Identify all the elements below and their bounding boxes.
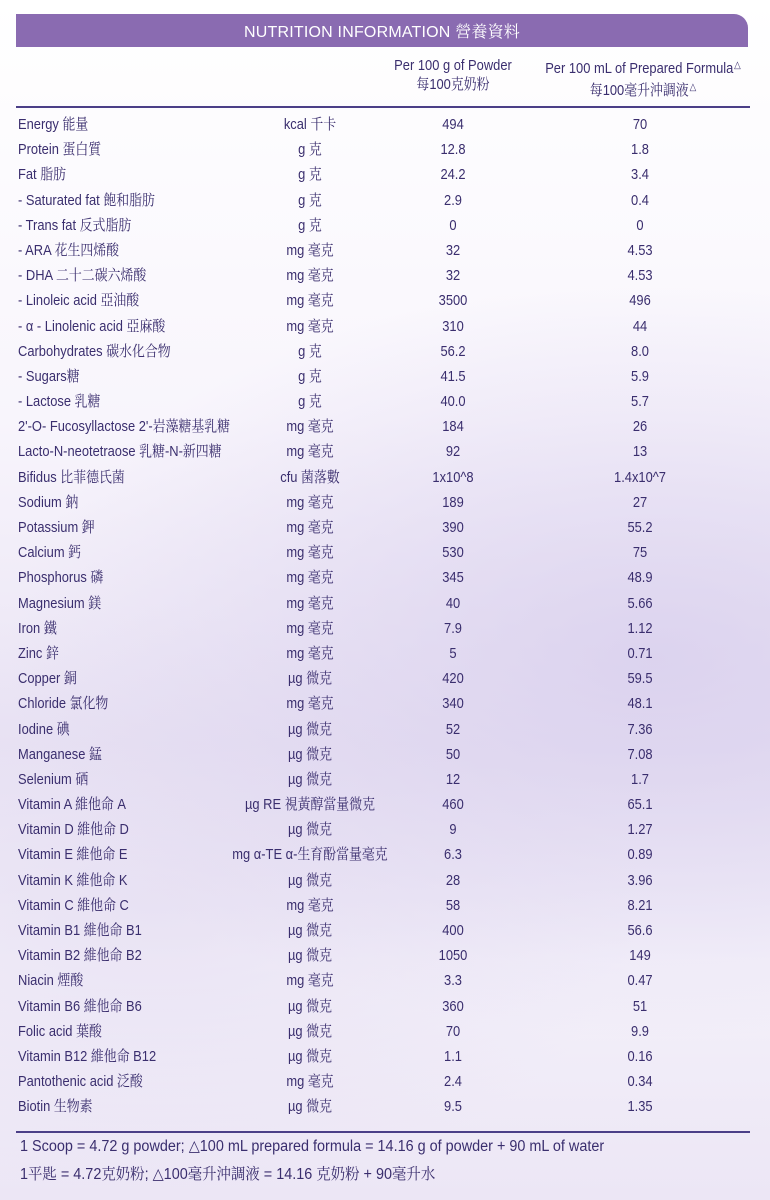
per-100ml-prepared-value: 7.08 [627,745,653,763]
per-100g-powder-value: 70 [445,1022,461,1040]
nutrient-name: - ARA 花生四烯酸 [18,241,120,259]
nutrient-name: Phosphorus 磷 [18,569,104,587]
per-100ml-prepared-value: 4.53 [627,241,653,259]
nutrient-name: Niacin 煙酸 [18,972,84,990]
per-100g-powder-value: 1050 [438,947,468,965]
column-header-prepared [542,56,743,100]
per-100g-powder-value: 6.3 [444,846,462,864]
column-header-powder-zh: 每100克奶粉 [416,76,490,93]
nutrient-row [16,792,750,817]
per-100g-powder-value: 12.8 [440,141,466,159]
nutrition-panel [16,14,750,1190]
per-100g-powder-value: 460 [442,796,464,814]
nutrient-unit: mg α-TE α-生育酚當量毫克 [232,846,388,864]
nutrient-name: Copper 銅 [18,670,77,688]
nutrient-unit: mg 毫克 [286,493,334,511]
nutrient-unit: µg 微克 [288,1098,332,1116]
per-100ml-prepared-value: 0.34 [627,1073,653,1091]
nutrient-row [16,968,750,993]
nutrient-name: Vitamin D 維他命 D [18,821,129,839]
per-100g-powder-value: 3500 [438,292,468,310]
per-100g-powder-value: 92 [445,443,461,461]
per-100ml-prepared-value: 51 [632,997,648,1015]
nutrient-unit: mg 毫克 [286,418,334,436]
nutrient-name: Vitamin E 維他命 E [18,846,128,864]
nutrient-name: Energy 能量 [18,116,89,133]
per-100g-powder-value: 2.9 [444,191,462,209]
nutrient-name: Zinc 鋅 [18,644,59,662]
nutrient-unit: mg 毫克 [286,292,334,310]
nutrient-name: Vitamin B12 維他命 B12 [18,1047,157,1065]
nutrient-row [16,1044,750,1069]
nutrient-row [16,490,750,515]
nutrient-row [16,414,750,439]
table-top-rule [16,106,750,108]
nutrient-row [16,641,750,666]
column-header-prepared-zh: 每100毫升沖調液 [589,82,689,99]
per-100g-powder-value: 56.2 [440,342,466,360]
nutrient-row [16,112,750,137]
nutrient-name: Manganese 錳 [18,745,102,763]
panel-title: NUTRITION INFORMATION 營養資料 [16,14,748,47]
per-100g-powder-value: 530 [442,544,464,562]
nutrient-row [16,717,750,742]
nutrient-row [16,918,750,943]
per-100g-powder-value: 345 [442,569,464,587]
nutrient-unit: mg 毫克 [286,519,334,536]
nutrient-name: Bifidus 比菲德氏菌 [18,468,125,486]
nutrient-name: Vitamin C 維他命 C [18,896,129,914]
per-100g-powder-value: 310 [442,317,464,335]
footnote-chinese: 1平匙 = 4.72克奶粉; △100毫升沖調液 = 14.16 克奶粉 + 90毫升水 [20,1166,436,1183]
nutrient-unit: mg 毫克 [286,443,334,461]
nutrient-name: Pantothenic acid 泛酸 [18,1073,143,1091]
nutrient-unit: µg 微克 [288,1022,332,1040]
table-bottom-rule [16,1131,750,1133]
nutrient-row [16,565,750,590]
nutrient-row [16,666,750,691]
nutrient-name: - Lactose 乳糖 [18,393,101,411]
nutrient-row [16,994,750,1019]
nutrient-row [16,288,750,313]
nutrient-unit: mg 毫克 [286,241,334,259]
per-100g-powder-value: 2.4 [444,1073,462,1091]
per-100g-powder-value: 32 [445,241,461,259]
nutrient-row [16,616,750,641]
per-100ml-prepared-value: 0.89 [627,846,653,864]
nutrient-unit: mg 毫克 [286,1073,334,1091]
per-100ml-prepared-value: 0.16 [627,1047,653,1065]
nutrient-name: - DHA 二十二碳六烯酸 [18,267,147,285]
per-100g-powder-value: 390 [442,519,464,536]
per-100g-powder-value: 420 [442,670,464,688]
nutrient-unit: mg 毫克 [286,972,334,990]
nutrient-row [16,540,750,565]
nutrient-row [16,213,750,238]
nutrient-row [16,742,750,767]
per-100ml-prepared-value: 48.1 [627,695,653,713]
nutrient-row [16,238,750,263]
per-100ml-prepared-value: 5.9 [631,367,649,385]
nutrient-unit: µg 微克 [288,922,332,939]
nutrient-row [16,767,750,792]
per-100g-powder-value: 184 [442,418,464,436]
per-100g-powder-value: 58 [445,896,461,914]
nutrient-name: Vitamin B1 維他命 B1 [18,922,142,939]
nutrient-name: Magnesium 鎂 [18,594,102,612]
nutrient-unit: µg 微克 [288,821,332,839]
per-100g-powder-value: 28 [445,871,461,889]
column-header-powder [387,56,519,94]
per-100g-powder-value: 52 [445,720,461,738]
per-100ml-prepared-value: 9.9 [631,1022,649,1040]
per-100g-powder-value: 340 [442,695,464,713]
per-100g-powder-value: 24.2 [440,166,466,184]
per-100ml-prepared-value: 5.66 [627,594,653,612]
per-100ml-prepared-value: 27 [632,493,648,511]
nutrient-unit: µg 微克 [288,670,332,688]
per-100g-powder-value: 32 [445,267,461,285]
nutrient-name: 2'-O- Fucosyllactose 2'-岩藻糖基乳糖 [18,418,231,436]
nutrient-row [16,188,750,213]
per-100ml-prepared-value: 65.1 [627,796,653,814]
column-header-powder-en: Per 100 g of Powder [394,57,512,74]
nutrient-name: Fat 脂肪 [18,166,67,184]
per-100g-powder-value: 41.5 [440,367,466,385]
nutrient-unit: mg 毫克 [286,569,334,587]
nutrient-unit: g 克 [298,342,322,360]
per-100g-powder-value: 3.3 [444,972,462,990]
nutrient-name: Vitamin B6 維他命 B6 [18,997,142,1015]
nutrient-unit: mg 毫克 [286,896,334,914]
nutrient-unit: mg 毫克 [286,644,334,662]
nutrient-row [16,137,750,162]
nutrient-name: - Sugars糖 [18,367,80,385]
nutrient-name: Vitamin K 維他命 K [18,871,128,889]
per-100g-powder-value: 5 [449,644,457,662]
per-100g-powder-value: 360 [442,997,464,1015]
nutrient-row [16,314,750,339]
per-100ml-prepared-value: 55.2 [627,519,653,536]
nutrient-unit: mg 毫克 [286,619,334,637]
per-100g-powder-value: 0 [449,216,457,234]
nutrient-row [16,465,750,490]
nutrient-row [16,162,750,187]
nutrient-unit: µg RE 視黃醇當量微克 [244,796,376,814]
nutrient-name: Sodium 鈉 [18,493,79,511]
per-100g-powder-value: 12 [445,770,461,788]
per-100g-powder-value: 400 [442,922,464,939]
delta-mark: △ [734,60,741,71]
nutrient-name: - Saturated fat 飽和脂肪 [18,191,155,209]
per-100ml-prepared-value: 0.71 [627,644,653,662]
nutrient-row [16,893,750,918]
nutrient-row [16,1069,750,1094]
nutrient-unit: g 克 [298,393,322,411]
nutrient-unit: g 克 [298,191,322,209]
per-100ml-prepared-value: 26 [632,418,648,436]
nutrient-unit: mg 毫克 [286,317,334,335]
nutrient-unit: mg 毫克 [286,695,334,713]
nutrient-row [16,339,750,364]
nutrient-unit: g 克 [298,166,322,184]
nutrient-name: - Linoleic acid 亞油酸 [18,292,140,310]
per-100ml-prepared-value: 1.12 [627,619,653,637]
nutrient-name: Vitamin A 維他命 A [18,796,127,814]
per-100g-powder-value: 1.1 [444,1047,462,1065]
nutrient-unit: µg 微克 [288,1047,332,1065]
nutrient-unit: g 克 [298,216,322,234]
nutrient-unit: µg 微克 [288,770,332,788]
per-100ml-prepared-value: 1.8 [631,141,649,159]
nutrient-row [16,389,750,414]
nutrient-row [16,817,750,842]
nutrient-name: Vitamin B2 維他命 B2 [18,947,142,965]
per-100g-powder-value: 40 [445,594,461,612]
nutrient-name: - α - Linolenic acid 亞麻酸 [18,317,166,335]
nutrient-row [16,263,750,288]
per-100ml-prepared-value: 7.36 [627,720,653,738]
nutrient-table [16,112,750,1120]
per-100g-powder-value: 50 [445,745,461,763]
nutrient-row [16,515,750,540]
nutrient-unit: g 克 [298,141,322,159]
per-100ml-prepared-value: 1.27 [627,821,653,839]
nutrient-row [16,691,750,716]
nutrient-name: Folic acid 葉酸 [18,1022,102,1040]
per-100ml-prepared-value: 1.35 [627,1098,653,1116]
per-100ml-prepared-value: 8.21 [627,896,653,914]
nutrient-unit: cfu 菌落數 [280,468,340,486]
nutrient-unit: kcal 千卡 [283,116,337,133]
per-100ml-prepared-value: 13 [632,443,648,461]
per-100g-powder-value: 1x10^8 [432,468,474,486]
nutrient-name: Biotin 生物素 [18,1098,93,1116]
per-100g-powder-value: 9.5 [444,1098,462,1116]
nutrient-row [16,1019,750,1044]
nutrient-unit: µg 微克 [288,745,332,763]
per-100ml-prepared-value: 44 [632,317,648,335]
nutrient-name: Protein 蛋白質 [18,141,102,159]
nutrient-unit: µg 微克 [288,947,332,965]
nutrient-name: Iodine 碘 [18,720,70,738]
nutrient-row [16,439,750,464]
per-100g-powder-value: 9 [449,821,457,839]
nutrient-row [16,868,750,893]
nutrient-name: Calcium 鈣 [18,544,82,562]
nutrient-name: - Trans fat 反式脂肪 [18,216,132,234]
nutrient-row [16,842,750,867]
footnote-english: 1 Scoop = 4.72 g powder; △100 mL prepared formula = 14.16 g of powder + 90 mL of water [20,1138,605,1155]
per-100ml-prepared-value: 496 [629,292,651,310]
per-100ml-prepared-value: 3.4 [631,166,649,184]
nutrient-row [16,943,750,968]
per-100ml-prepared-value: 1.4x10^7 [614,468,666,486]
nutrient-unit: µg 微克 [288,997,332,1015]
delta-mark: △ [689,82,697,93]
nutrient-name: Carbohydrates 碳水化合物 [18,342,171,360]
per-100g-powder-value: 189 [442,493,464,511]
nutrient-unit: mg 毫克 [286,594,334,612]
per-100ml-prepared-value: 1.7 [631,770,649,788]
per-100ml-prepared-value: 59.5 [627,670,653,688]
nutrient-unit: g 克 [298,367,322,385]
per-100ml-prepared-value: 3.96 [627,871,653,889]
nutrient-name: Selenium 硒 [18,770,89,788]
per-100ml-prepared-value: 56.6 [627,922,653,939]
per-100g-powder-value: 40.0 [440,393,466,411]
nutrient-row [16,364,750,389]
nutrient-unit: µg 微克 [288,871,332,889]
per-100ml-prepared-value: 8.0 [631,342,649,360]
per-100ml-prepared-value: 0.47 [627,972,653,990]
column-header-prepared-en: Per 100 mL of Prepared Formula [545,60,734,77]
nutrient-name: Lacto-N-neotetraose 乳糖-N-新四糖 [18,443,222,461]
per-100g-powder-value: 7.9 [444,619,462,637]
per-100ml-prepared-value: 149 [629,947,651,965]
nutrient-unit: mg 毫克 [286,267,334,285]
nutrient-name: Chloride 氯化物 [18,695,109,713]
nutrient-row [16,591,750,616]
nutrient-name: Potassium 鉀 [18,519,95,536]
nutrient-row [16,1094,750,1119]
per-100g-powder-value: 494 [442,116,464,133]
nutrient-name: Iron 鐵 [18,619,57,637]
per-100ml-prepared-value: 48.9 [627,569,653,587]
per-100ml-prepared-value: 75 [632,544,648,562]
per-100ml-prepared-value: 0.4 [631,191,649,209]
per-100ml-prepared-value: 70 [632,116,648,133]
nutrient-unit: mg 毫克 [286,544,334,562]
per-100ml-prepared-value: 4.53 [627,267,653,285]
per-100ml-prepared-value: 5.7 [631,393,649,411]
per-100ml-prepared-value: 0 [636,216,644,234]
nutrient-unit: µg 微克 [288,720,332,738]
